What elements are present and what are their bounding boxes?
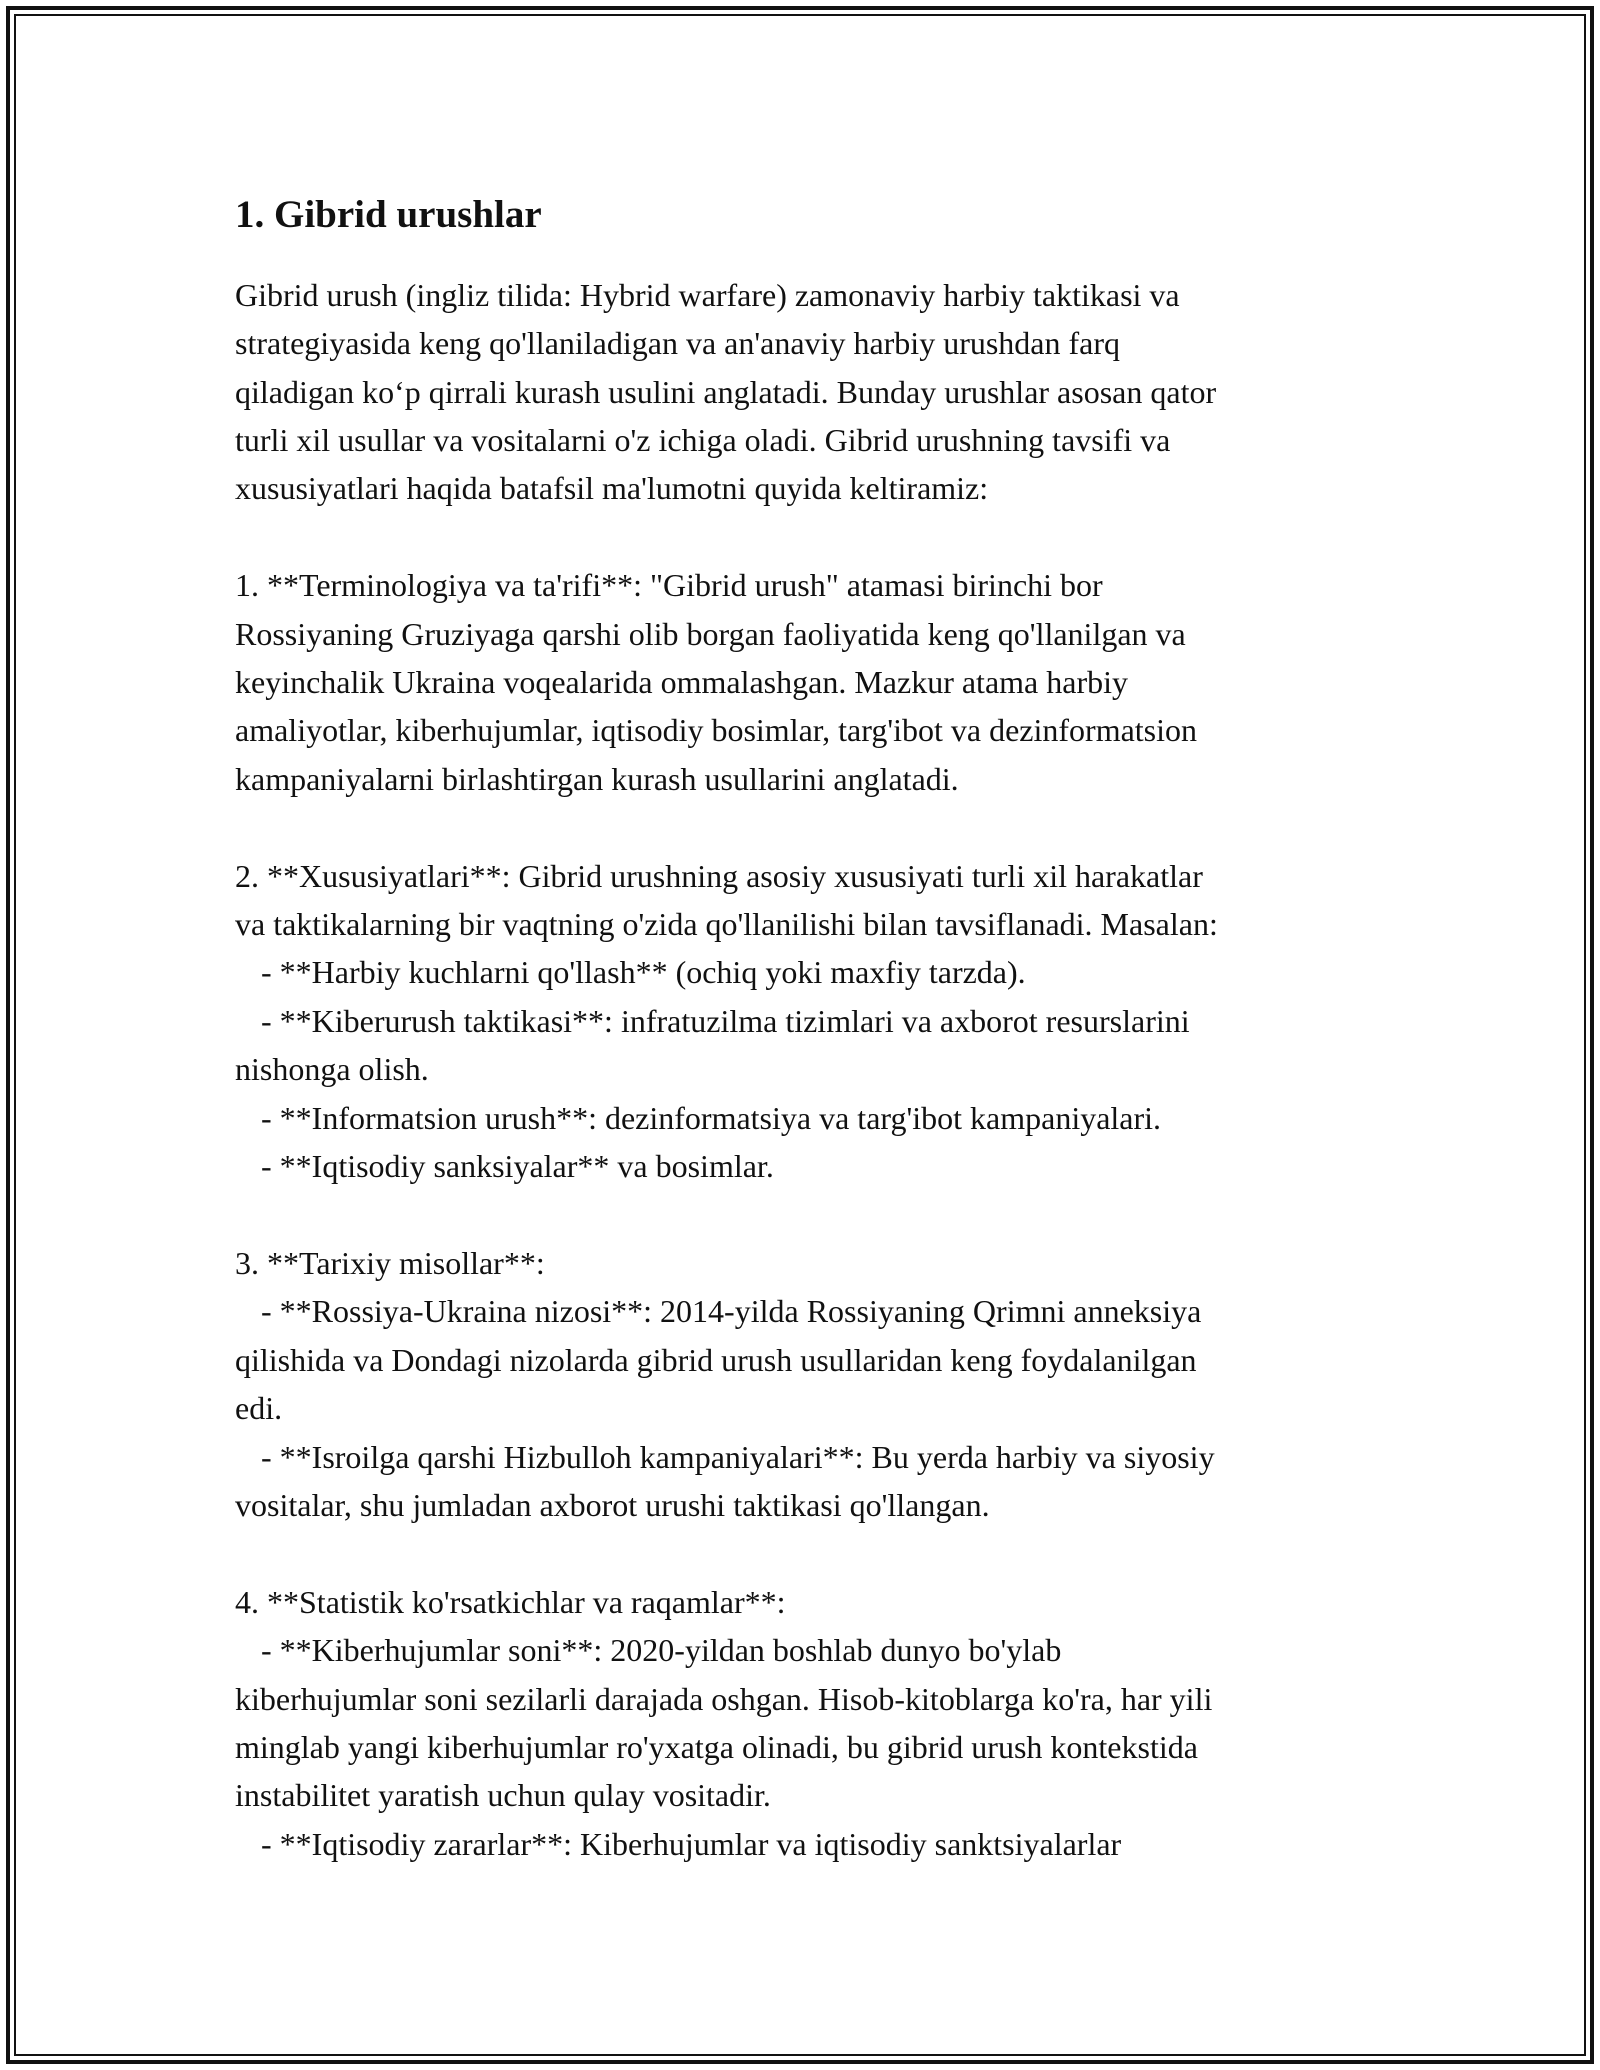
- text-line: nishonga olish.: [235, 1051, 429, 1088]
- text-line: xususiyatlari haqida batafsil ma'lumotni quyida keltiramiz:: [235, 470, 989, 507]
- paragraph: [235, 561, 1375, 803]
- list-item-line: - **Isroilga qarshi Hizbulloh kampaniyalari**: Bu yerda harbiy va siyosiy: [261, 1438, 1215, 1475]
- paragraph: [235, 1578, 1375, 1868]
- list-item-line: - **Informatsion urush**: dezinformatsiya va targ'ibot kampaniyalari.: [261, 1099, 1162, 1136]
- text-line: Rossiyaning Gruziyaga qarshi olib borgan faoliyatida keng qo'llanilgan va: [235, 615, 1186, 652]
- text-line: kiberhujumlar soni sezilarli darajada oshgan. Hisob-kitoblarga ko'ra, har yili: [235, 1680, 1213, 1717]
- text-line: amaliyotlar, kiberhujumlar, iqtisodiy bosimlar, targ'ibot va dezinformatsion: [235, 712, 1198, 749]
- paragraph: [235, 852, 1375, 1191]
- text-line: strategiyasida keng qo'llaniladigan va an'anaviy harbiy urushdan farq: [235, 325, 1121, 362]
- list-item-line: - **Harbiy kuchlarni qo'llash** (ochiq yoki maxfiy tarzda).: [261, 954, 1026, 991]
- text-line: 4. **Statistik ko'rsatkichlar va raqamlar**:: [235, 1583, 786, 1620]
- text-line: turli xil usullar va vositalarni o'z ichiga oladi. Gibrid urushning tavsifi va: [235, 422, 1171, 459]
- text-line: 3. **Tarixiy misollar**:: [235, 1244, 545, 1281]
- text-line: kampaniyalarni birlashtirgan kurash usullarini anglatadi.: [235, 760, 959, 797]
- text-line: vositalar, shu jumladan axborot urushi taktikasi qo'llangan.: [235, 1486, 990, 1523]
- list-item-line: - **Rossiya-Ukraina nizosi**: 2014-yilda Rossiyaning Qrimni anneksiya: [261, 1293, 1202, 1330]
- text-line: qilishida va Dondagi nizolarda gibrid urush usullaridan keng foydalanilgan: [235, 1341, 1197, 1378]
- paragraph: [235, 271, 1375, 513]
- text-line: 2. **Xususiyatlari**: Gibrid urushning asosiy xususiyati turli xil harakatlar: [235, 857, 1203, 894]
- list-item-line: - **Iqtisodiy sanksiyalar** va bosimlar.: [261, 1148, 774, 1185]
- text-line: edi.: [235, 1390, 283, 1427]
- text-line: minglab yangi kiberhujumlar ro'yxatga olinadi, bu gibrid urush kontekstida: [235, 1728, 1198, 1765]
- text-line: qiladigan ko‘p qirrali kurash usulini anglatadi. Bunday urushlar asosan qator: [235, 373, 1217, 410]
- text-line: 1. **Terminologiya va ta'rifi**: "Gibrid urush" atamasi birinchi bor: [235, 567, 1103, 604]
- text-line: instabilitet yaratish uchun qulay vositadir.: [235, 1777, 771, 1814]
- list-item-line: - **Iqtisodiy zararlar**: Kiberhujumlar va iqtisodiy sanktsiyalarlar: [261, 1825, 1122, 1862]
- text-line: va taktikalarning bir vaqtning o'zida qo'llanilishi bilan tavsiflanadi. Masalan:: [235, 906, 1218, 943]
- section-heading: 1. Gibrid urushlar: [235, 193, 542, 236]
- list-item-line: - **Kiberhujumlar soni**: 2020-yildan boshlab dunyo bo'ylab: [261, 1632, 1062, 1669]
- document-body: [235, 180, 1375, 1917]
- text-line: Gibrid urush (ingliz tilida: Hybrid warfare) zamonaviy harbiy taktikasi va: [235, 276, 1180, 313]
- text-line: keyinchalik Ukraina voqealarida ommalashgan. Mazkur atama harbiy: [235, 664, 1128, 701]
- paragraph: [235, 1239, 1375, 1529]
- paragraph-container: [235, 271, 1375, 1868]
- list-item-line: - **Kiberurush taktikasi**: infratuzilma tizimlari va axborot resurslarini: [261, 1002, 1190, 1039]
